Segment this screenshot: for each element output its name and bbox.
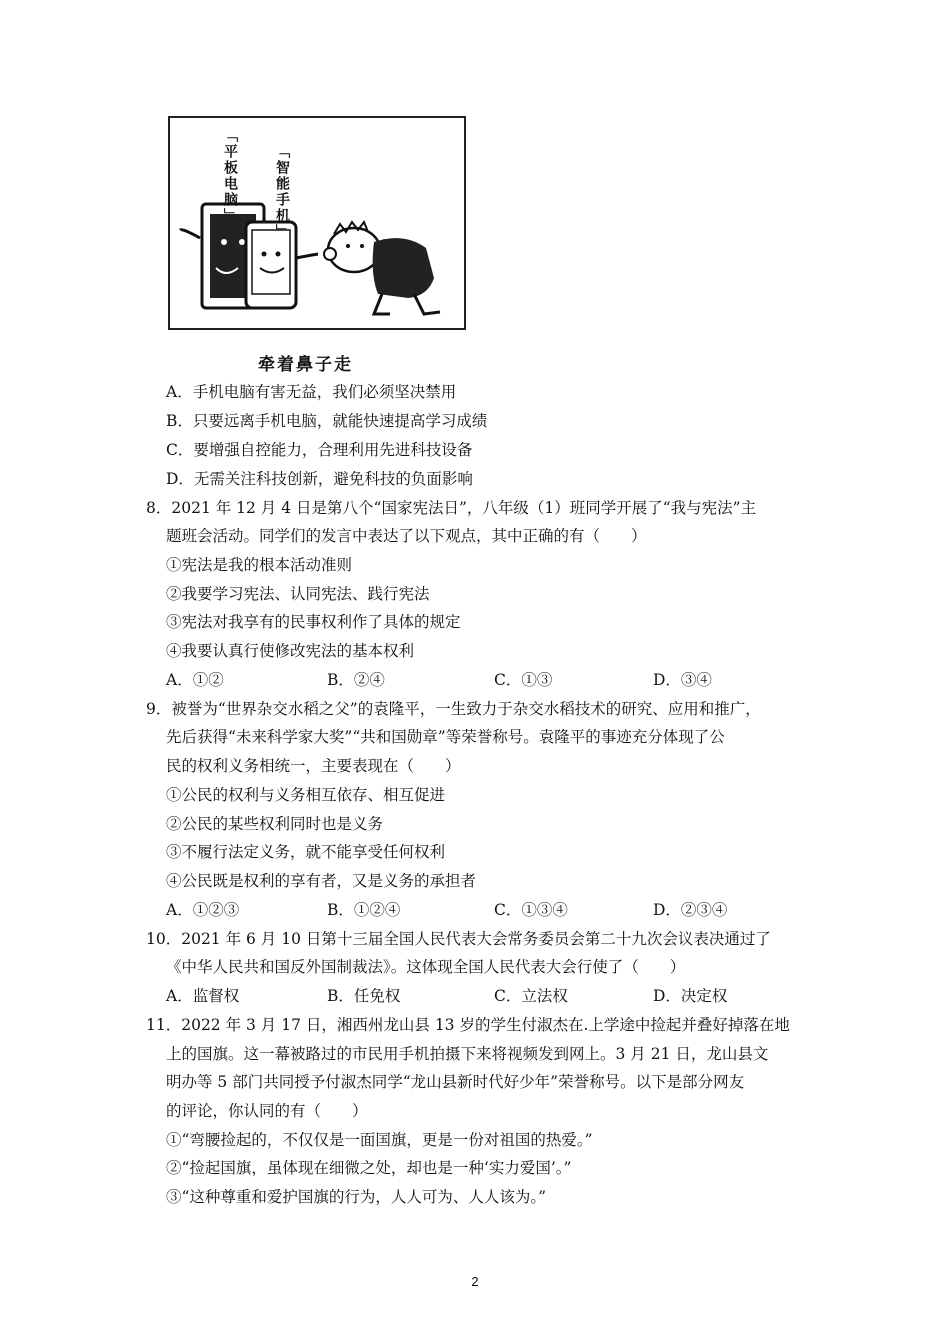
q9-item-3: ③不履行法定义务，就不能享受任何权利 (166, 843, 446, 861)
q8-option-b: B．②④ (327, 671, 385, 689)
q11-stem-line-1: 11．2022 年 3 月 17 日，湘西州龙山县 13 岁的学生付淑杰在.上学途中捡起并叠好掉落在地 (146, 1016, 790, 1034)
q11-stem-line-4: 的评论，你认同的有（ ） (166, 1102, 368, 1120)
q8-option-c: C．①③ (494, 671, 553, 689)
q9-option-b: B．①②④ (327, 901, 401, 919)
q9-stem-line-2: 先后获得“未来科学家大奖”“共和国勋章”等荣誉称号。袁隆平的事迹充分体现了公 (166, 728, 725, 746)
q8-item-1: ①宪法是我的根本活动准则 (166, 556, 353, 574)
q8-item-4: ④我要认真行使修改宪法的基本权利 (166, 642, 415, 660)
q9-option-a: A．①②③ (166, 901, 240, 919)
q9-option-d: D．②③④ (653, 901, 728, 919)
q8-stem-line-2: 题班会活动。同学们的发言中表达了以下观点，其中正确的有（ ） (166, 527, 647, 545)
q9-item-1: ①公民的权利与义务相互依存、相互促进 (166, 786, 446, 804)
cartoon-illustration (168, 116, 466, 330)
q9-stem-line-3: 民的权利义务相统一，主要表现在（ ） (166, 757, 461, 775)
q10-option-a: A．监督权 (166, 987, 240, 1005)
q9-item-4: ④公民既是权利的享有者，又是义务的承担者 (166, 872, 477, 890)
q11-stem-line-3: 明办等 5 部门共同授予付淑杰同学“龙山县新时代好少年”荣誉称号。以下是部分网友 (166, 1073, 745, 1091)
cartoon-caption: 牵着鼻子走 (258, 355, 353, 375)
q7-option-a: A．手机电脑有害无益，我们必须坚决禁用 (166, 383, 457, 401)
q9-item-2: ②公民的某些权利同时也是义务 (166, 815, 384, 833)
q9-option-c: C．①③④ (494, 901, 568, 919)
tablet-label: 「平板电脑」 (222, 128, 238, 224)
phone-label: 「智能手机」 (274, 144, 290, 240)
q8-item-2: ②我要学习宪法、认同宪法、践行宪法 (166, 585, 430, 603)
q10-stem-line-2: 《中华人民共和国反外国制裁法》。这体现全国人民代表大会行使了（ ） (166, 958, 686, 976)
q7-option-b: B．只要远离手机电脑，就能快速提高学习成绩 (166, 412, 488, 430)
page-number: 2 (471, 1274, 479, 1289)
cartoon-drawing-icon (170, 118, 464, 328)
q9-stem-line-1: 9．被誉为“世界杂交水稻之父”的袁隆平，一生致力于杂交水稻技术的研究、应用和推广， (146, 700, 761, 718)
q11-item-3: ③“这种尊重和爱护国旗的行为，人人可为、人人该为。” (166, 1188, 547, 1206)
q10-option-d: D．决定权 (653, 987, 728, 1005)
q8-stem-line-1: 8．2021 年 12 月 4 日是第八个“国家宪法日”，八年级（1）班同学开展了“我与宪法”主 (146, 499, 757, 517)
q11-stem-line-2: 上的国旗。这一幕被路过的市民用手机拍摄下来将视频发到网上。3 月 21 日，龙山县文 (166, 1045, 769, 1063)
q8-option-d: D．③④ (653, 671, 712, 689)
q11-item-1: ①“弯腰捡起的，不仅仅是一面国旗，更是一份对祖国的热爱。” (166, 1131, 593, 1149)
q10-stem-line-1: 10．2021 年 6 月 10 日第十三届全国人民代表大会常务委员会第二十九次会议表决通过了 (146, 930, 771, 948)
q11-item-2: ②“捡起国旗，虽体现在细微之处，却也是一种‘实力爱国’。” (166, 1159, 572, 1177)
q7-option-c: C．要增强自控能力，合理利用先进科技设备 (166, 441, 473, 459)
q7-option-d: D．无需关注科技创新，避免科技的负面影响 (166, 470, 473, 488)
q10-option-b: B．任免权 (327, 987, 401, 1005)
q8-option-a: A．①② (166, 671, 224, 689)
q10-option-c: C．立法权 (494, 987, 568, 1005)
q8-item-3: ③宪法对我享有的民事权利作了具体的规定 (166, 613, 461, 631)
